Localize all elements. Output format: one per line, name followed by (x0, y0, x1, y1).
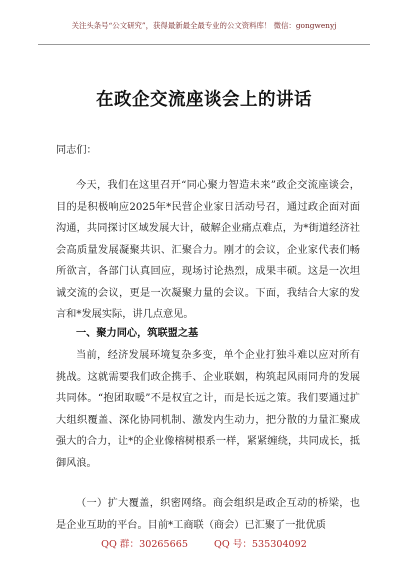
header-divider (38, 44, 370, 45)
paragraph-subsection: （一）扩大覆盖，织密网络。商会组织是政企互动的桥梁，也是企业互助的平台。目前*工商联（商会）已汇聚了一批优质 (56, 498, 360, 531)
footer-contact (0, 536, 408, 550)
footer-qq-group: QQ 群：30265665 (101, 539, 188, 550)
footer-qq-number: QQ 号：535304092 (213, 539, 307, 550)
header-banner: 关注头条号“公文研究”，获得最新最全最专业的公文资料库！ 微信：gongwenyj (71, 21, 337, 30)
section-heading: 一、聚力同心，筑联盟之基 (76, 327, 199, 339)
paragraph-intro: 今天，我们在这里召开“同心聚力智造未来”政企交流座谈会，目的是积极响应2025年*民营企业家日活动号召，通过政企面对面沟通，共同探讨区域发展大计，破解企业痛点难点，为*街道经济社会高质量发展凝聚共识、汇聚合力。刚才的会议，企业家代表们畅所欲言，各部门认真回应，现场讨论热烈，成果丰硕。这是一次坦诚交流的会议，更是一次凝聚力量的会议。下面，我结合大家的发言和*发展实际，讲几点意见。 (56, 180, 360, 320)
document-title: 在政企交流座谈会上的讲话 (96, 90, 312, 110)
salutation: 同志们： (56, 145, 97, 156)
paragraph-body: 当前，经济发展环境复杂多变，单个企业打独斗难以应对所有挑战。这就需要我们政企携手、企业联姻，构筑起风雨同舟的发展共同体。“抱团取暖”不是权宜之计，而是长远之策。我们要通过扩大组织覆盖、深化协同机制、激发内生动力，把分散的力量汇聚成强大的合力，让*的企业像榕树根系一样，紧紧缠绕，共同成长，抵御风浪。 (56, 350, 360, 469)
